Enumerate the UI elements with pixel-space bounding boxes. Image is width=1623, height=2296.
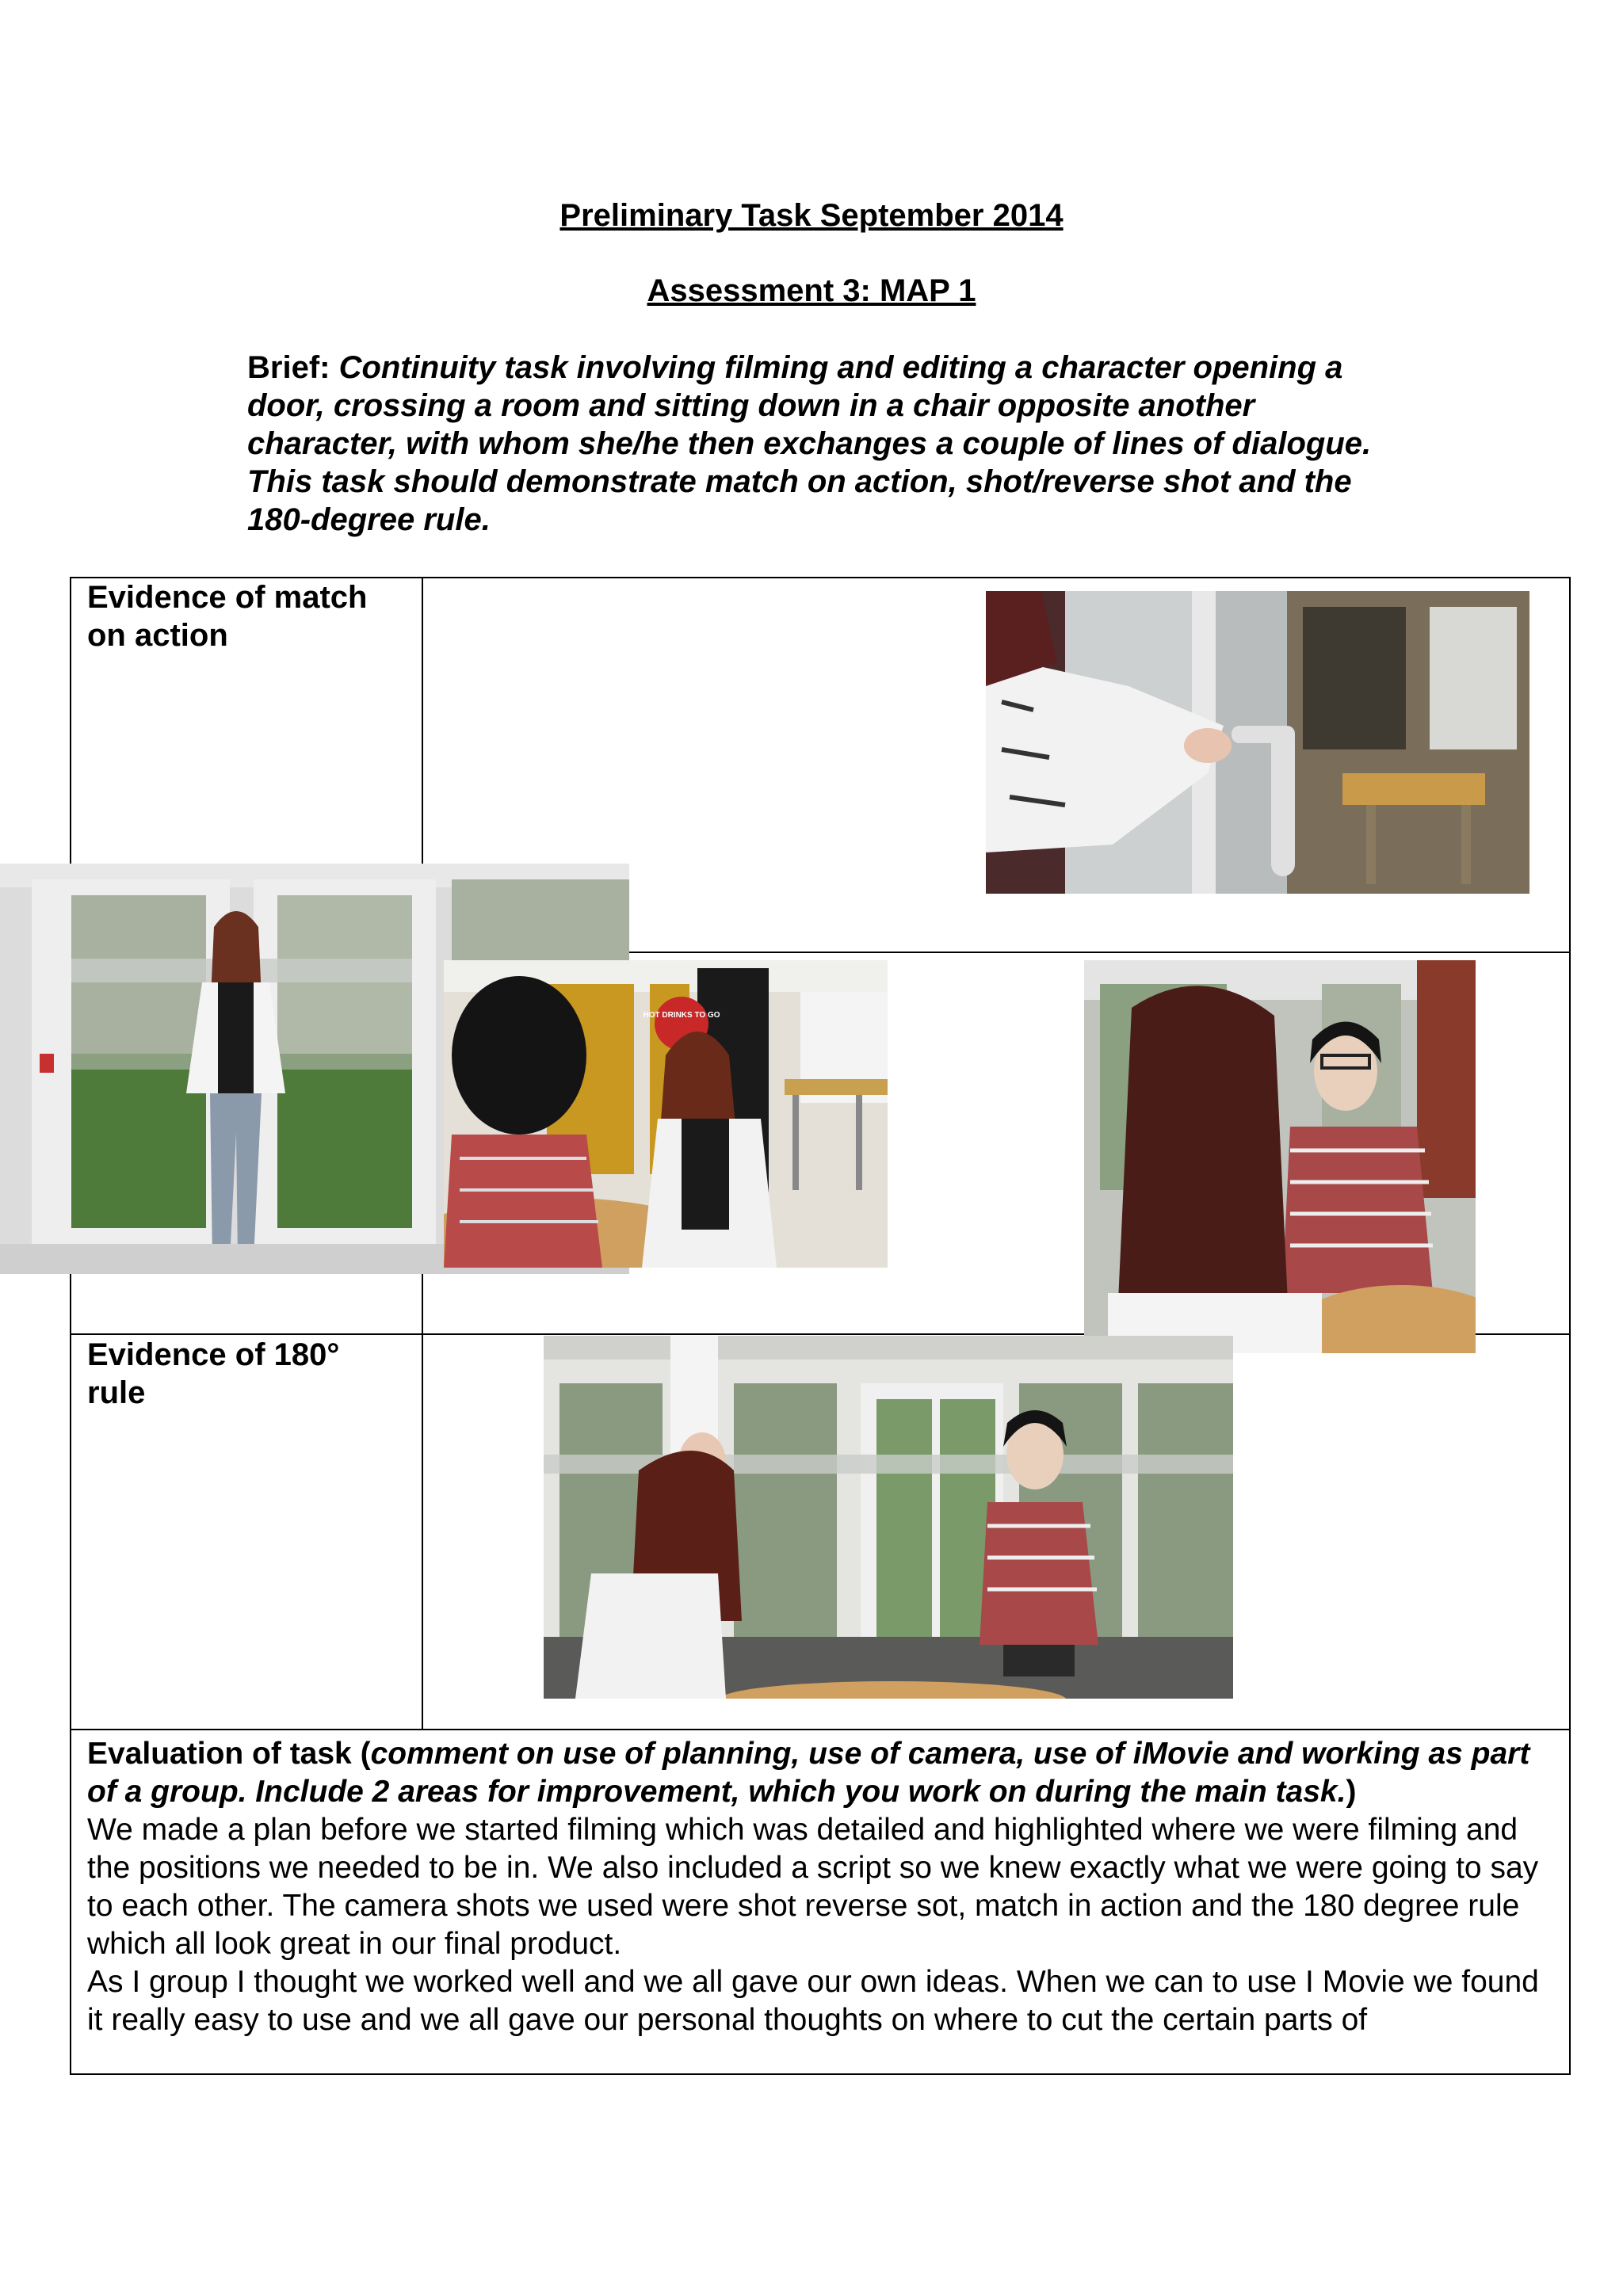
photo-reverse-shot-girl — [444, 960, 888, 1268]
evaluation-cell — [87, 1735, 1561, 2115]
photo-door-handle — [986, 591, 1529, 894]
photo-sign-text: HOT DRINKS TO GO — [643, 1011, 720, 1020]
page-title: Preliminary Task September 2014 — [559, 198, 1064, 233]
photo-180-wide-shot — [544, 1336, 1233, 1699]
evaluation-paragraph-2: As I group I thought we worked well and we all gave our own ideas. When we can to use I Movie we found it really easy to use and we all gave our personal thoughts on where to cut the certain parts of — [87, 1965, 1539, 2037]
evaluation-label: Evaluation of task ( — [87, 1737, 371, 1771]
brief-text: Continuity task involving filming and editing a character opening a door, crossing a room and sitting down in a chair opposite another character, with whom she/he then exchanges a couple of lines of dialogue. This task should demonstrate match on action, shot/reverse shot and the 180-degree rule. — [247, 350, 1372, 537]
evaluation-heading — [87, 1735, 1561, 1811]
page-subtitle: Assessment 3: MAP 1 — [647, 273, 976, 308]
label-180-rule: Evidence of 180° rule — [87, 1337, 340, 1410]
evaluation-close: ) — [1346, 1775, 1357, 1809]
evaluation-paragraph-1: We made a plan before we started filming which was detailed and highlighted where we were filming and the positions we needed to be in. We also included a script so we knew exactly what we were going to say to each other. The camera shots we used were shot reverse sot, match in action and the 180 degree rule which all look great in our final product. — [87, 1813, 1539, 1961]
brief-label: Brief: — [247, 350, 330, 385]
brief — [247, 349, 1388, 539]
row-divider-3 — [70, 1729, 1571, 1730]
photo-reverse-shot-boy — [1084, 960, 1476, 1353]
evaluation-instruction: comment on use of planning, use of camera, use of iMovie and working as part of a group. Include 2 areas for improvement, which you work on during the main task. — [87, 1737, 1530, 1809]
label-match-on-action: Evidence of match on action — [87, 580, 368, 653]
evaluation-text — [87, 1811, 1561, 2115]
